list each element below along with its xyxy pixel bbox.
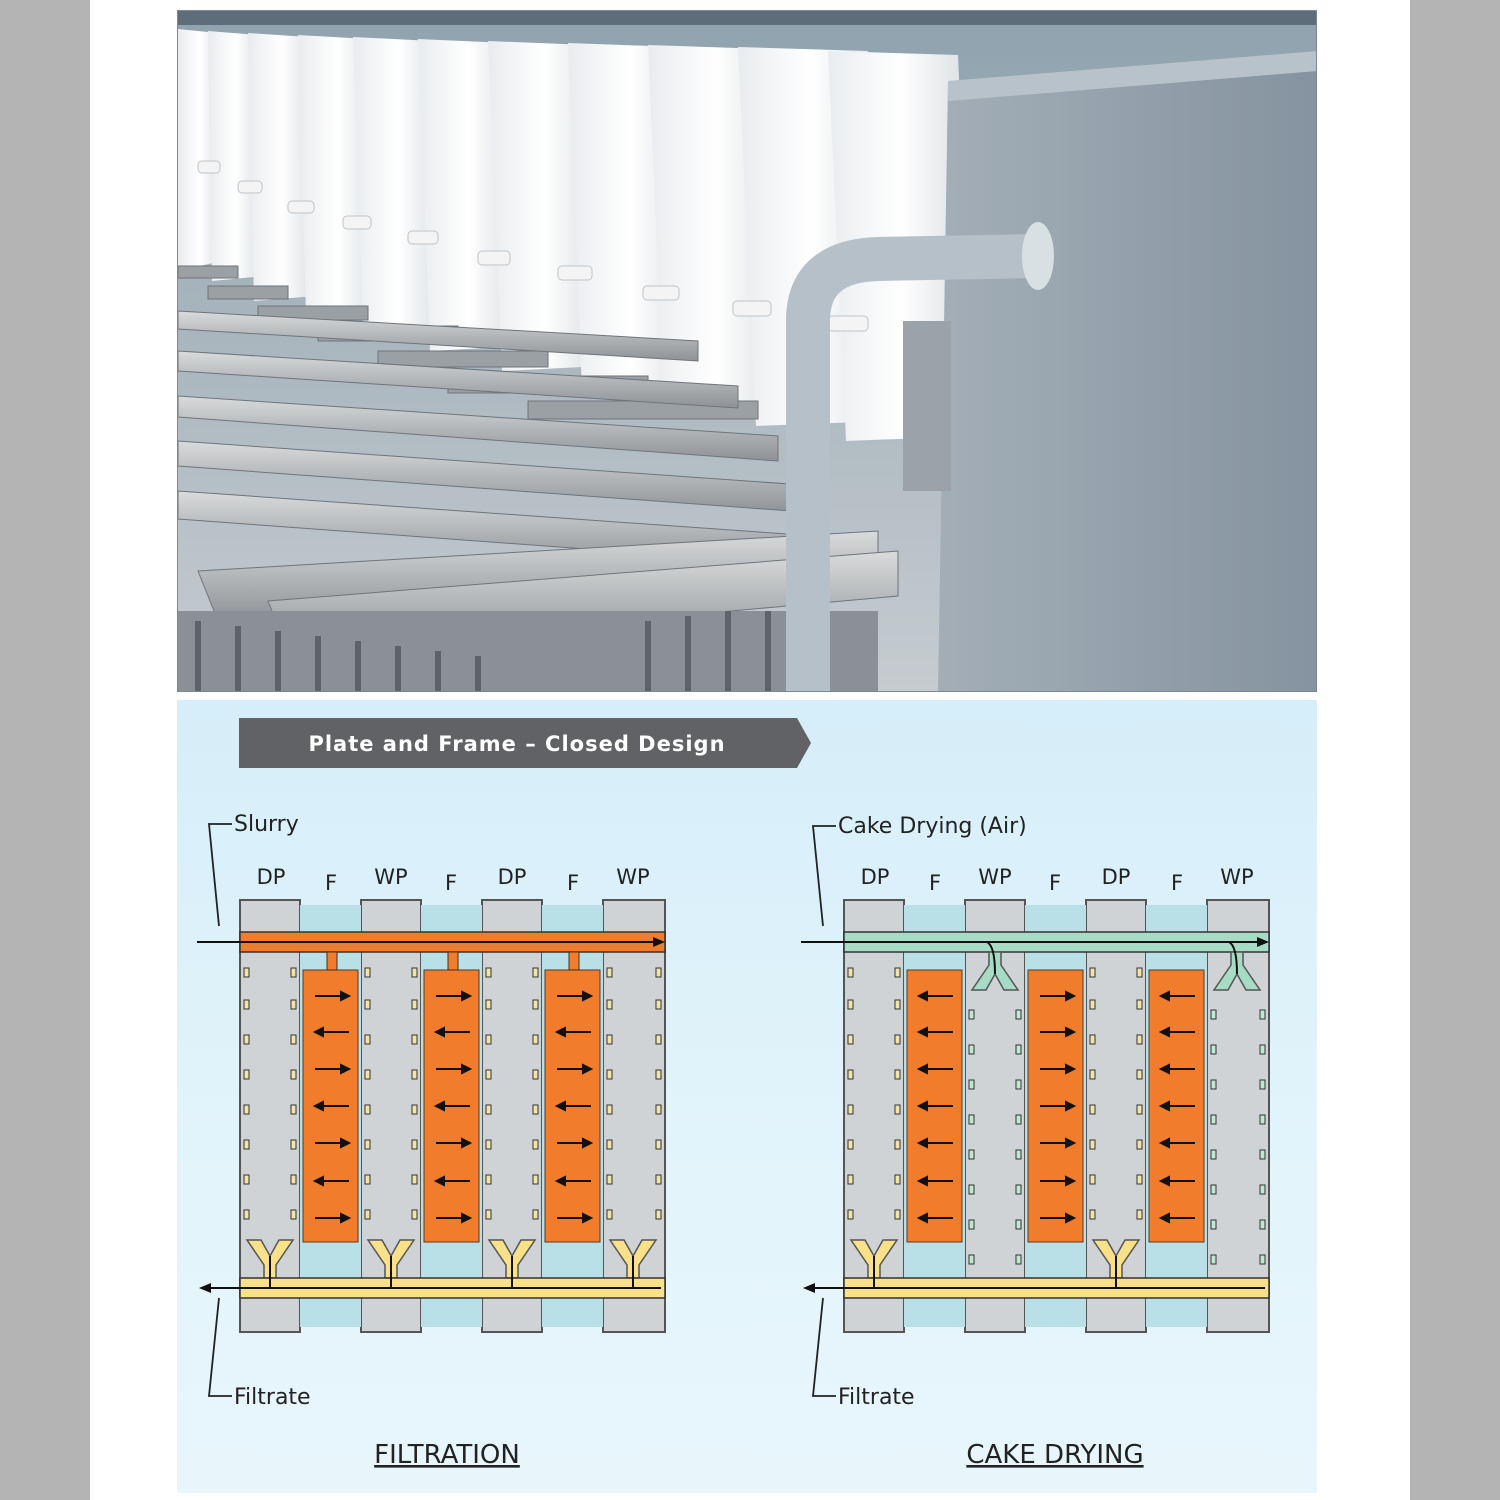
plate-label: DP [256,865,286,889]
filtrate-label-filtration: Filtrate [234,1385,311,1410]
filtrate-label-drying: Filtrate [838,1385,915,1410]
drying-plate-labels [861,865,1254,895]
closed-design-diagram-panel [177,700,1317,1493]
filter-press-illustration [178,11,1317,692]
plate-label: WP [1220,865,1254,889]
closed-design-diagram [177,700,1317,1493]
plate-label: F [928,871,942,895]
cake-drying-air-label: Cake Drying (Air) [838,814,1027,839]
cake-drying-diagram [801,814,1269,1470]
plate-label: F [1170,871,1184,895]
filtrate-leader-line [209,1298,232,1396]
plate-label: WP [978,865,1012,889]
plate-label: F [566,871,580,895]
slurry-label: Slurry [234,812,299,837]
plate-label: DP [1101,865,1131,889]
air-leader-line [813,826,836,926]
filtration-plate-labels [257,865,650,895]
plate-label: F [1048,871,1062,895]
filtrate-leader-line [813,1298,836,1396]
slurry-leader-line [209,824,232,926]
filtration-diagram [197,812,665,1470]
plate-label: DP [860,865,890,889]
plate-label: WP [616,865,650,889]
plate-label: F [324,871,338,895]
plate-label: F [444,871,458,895]
cake-drying-caption: CAKE DRYING [966,1440,1144,1470]
plate-label: DP [497,865,527,889]
filter-press-photo [177,10,1317,692]
filtration-caption: FILTRATION [374,1440,520,1470]
drying-plates [844,900,1269,1332]
title-banner [239,718,811,768]
banner-title: Plate and Frame – Closed Design [308,732,726,756]
plate-label: WP [374,865,408,889]
